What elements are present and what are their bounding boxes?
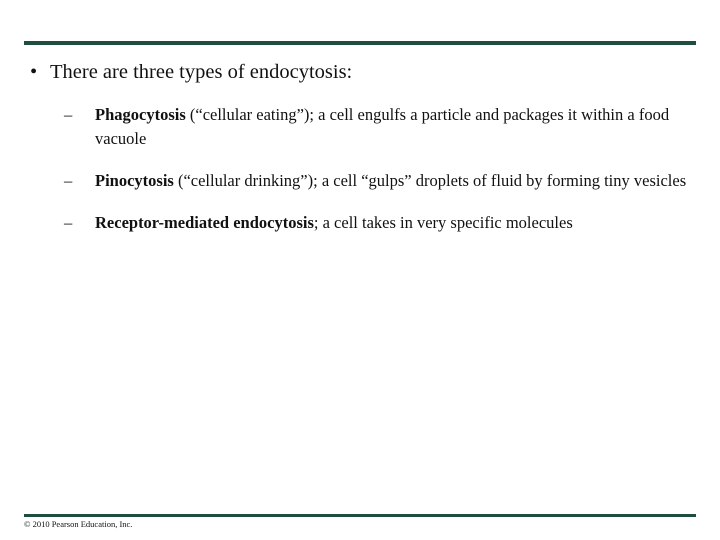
list-item-text xyxy=(95,169,690,193)
description-receptor-mediated: ; a cell takes in very specific molecules xyxy=(313,213,573,232)
list-item-text xyxy=(95,103,690,151)
dash-icon: – xyxy=(64,171,73,190)
dash-icon: – xyxy=(64,105,73,124)
main-bullet-text: There are three types of endocytosis: xyxy=(50,61,353,83)
main-bullet xyxy=(24,58,684,86)
bottom-rule xyxy=(24,514,696,517)
description-pinocytosis: (“cellular drinking”); a cell “gulps” droplets of fluid by forming tiny vesicles xyxy=(173,171,687,190)
description-phagocytosis: (“cellular eating”); a cell engulfs a particle and packages it within a food vacuole xyxy=(95,105,670,148)
top-rule xyxy=(24,41,696,45)
term-phagocytosis: Phagocytosis xyxy=(95,105,186,124)
endocytosis-types-list xyxy=(64,103,690,253)
list-item-receptor-mediated xyxy=(64,211,690,235)
dash-icon: – xyxy=(64,213,73,232)
term-receptor-mediated: Receptor-mediated endocytosis xyxy=(95,213,314,232)
list-item-pinocytosis xyxy=(64,169,690,193)
list-item-text xyxy=(95,211,690,235)
list-item-phagocytosis xyxy=(64,103,690,151)
copyright-footer: © 2010 Pearson Education, Inc. xyxy=(24,519,133,529)
bullet-icon: • xyxy=(30,61,38,83)
term-pinocytosis: Pinocytosis xyxy=(95,171,174,190)
